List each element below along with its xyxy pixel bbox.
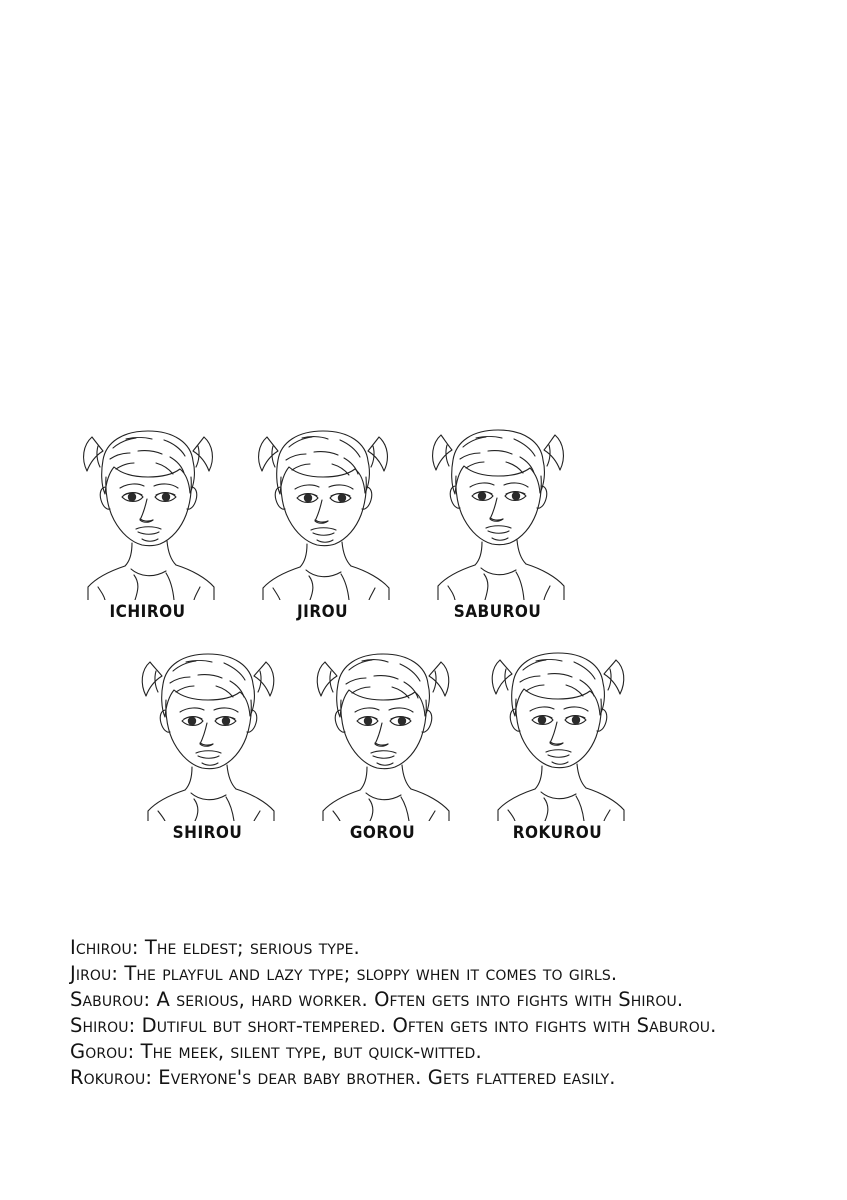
character-name-ichirou: ICHIROU [109,602,186,622]
portrait-shirou [128,636,288,821]
character-name-rokurou: ROKUROU [512,823,603,843]
character-name-gorou: GOROU [349,823,416,843]
description-rokurou: Rokurou: Everyone's dear baby brother. Gets flattered easily. [70,1066,616,1089]
character-card-saburou [410,415,585,622]
character-row-2 [120,636,710,843]
portrait-rokurou [478,636,638,821]
character-name-shirou: SHIROU [172,823,243,843]
character-row-1 [60,415,710,622]
description-ichirou: Ichirou: The eldest; serious type. [70,936,360,959]
character-card-jirou [235,415,410,622]
character-grid [60,415,710,843]
description-gorou: Gorou: The meek, silent type, but quick-witted. [70,1040,482,1063]
description-shirou: Shirou: Dutiful but short-tempered. Often gets into fights with Saburou. [70,1014,717,1037]
character-card-rokurou [470,636,645,843]
portrait-saburou [418,415,578,600]
character-descriptions [70,935,770,1091]
portrait-jirou [243,415,403,600]
portrait-gorou [303,636,463,821]
description-jirou: Jirou: The playful and lazy type; sloppy when it comes to girls. [70,962,618,985]
character-name-jirou: JIROU [296,602,349,622]
character-card-gorou [295,636,470,843]
character-card-ichirou [60,415,235,622]
description-saburou: Saburou: A serious, hard worker. Often gets into fights with Shirou. [70,988,684,1011]
character-name-saburou: SABUROU [453,602,542,622]
portrait-ichirou [68,415,228,600]
character-card-shirou [120,636,295,843]
